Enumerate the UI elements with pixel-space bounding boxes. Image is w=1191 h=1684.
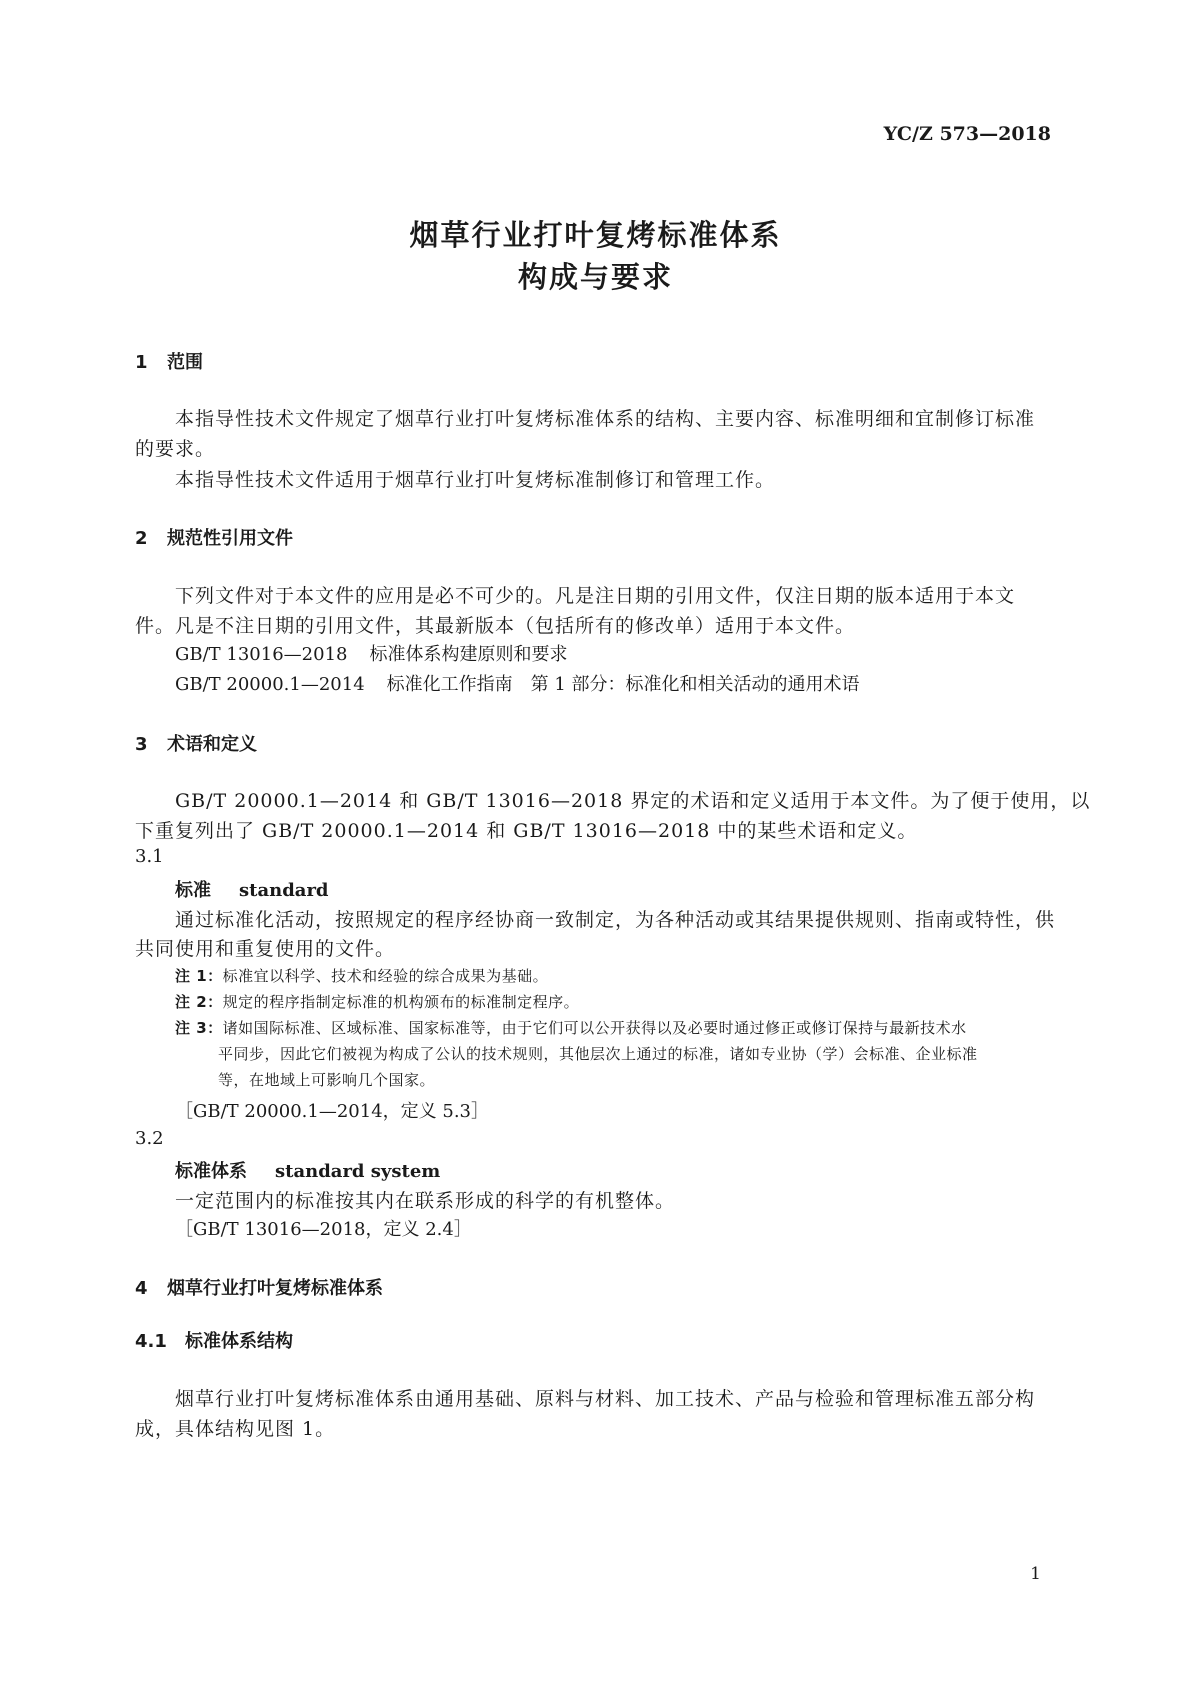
section-title: 规范性引用文件 [167, 528, 293, 549]
section-1-heading [135, 348, 203, 374]
reference-code: GB/T 13016—2018 [175, 644, 348, 665]
term-heading [175, 876, 329, 902]
term-source: ［GB/T 20000.1—2014，定义 5.3］ [175, 1101, 489, 1122]
section-number: 1 [135, 352, 148, 373]
note-text: 诸如国际标准、区域标准、国家标准等，由于它们可以公开获得以及必要时通过修正或修订保持与最新技术水 [222, 1019, 967, 1037]
paragraph-line: 本指导性技术文件规定了烟草行业打叶复烤标准体系的结构、主要内容、标准明细和宜制修订标准 [175, 408, 1036, 430]
section-4-heading [135, 1274, 383, 1300]
term-number: 3.1 [135, 846, 164, 867]
normative-reference [175, 670, 860, 696]
normative-reference [175, 640, 567, 666]
term-heading [175, 1157, 440, 1183]
term-source: ［GB/T 13016—2018，定义 2.4］ [175, 1219, 472, 1240]
section-number: 3 [135, 734, 148, 755]
reference-title: 标准体系构建原则和要求 [369, 644, 568, 665]
term-en: standard [239, 880, 329, 901]
paragraph-line: 成，具体结构见图 1。 [135, 1418, 336, 1440]
paragraph-line: 下重复列出了 GB/T 20000.1—2014 和 GB/T 13016—2018 中的某些术语和定义。 [135, 820, 918, 842]
note-text: 等，在地域上可影响几个国家。 [218, 1071, 436, 1089]
term-zh: 标准 [175, 880, 211, 901]
note-3 [175, 1017, 967, 1038]
note-text: 平同步，因此它们被视为构成了公认的技术规则，其他层次上通过的标准，诸如专业协（学）会标准、企业标准 [218, 1045, 978, 1063]
section-2-heading [135, 524, 293, 550]
note-label: 注 3： [175, 1019, 223, 1037]
paragraph-line: 件。凡是不注日期的引用文件，其最新版本（包括所有的修改单）适用于本文件。 [135, 615, 856, 637]
term-zh: 标准体系 [175, 1161, 247, 1182]
document-title-line2: 构成与要求 [517, 260, 673, 294]
reference-title: 标准化工作指南 第 1 部分：标准化和相关活动的通用术语 [386, 674, 860, 695]
document-code: YC/Z 573—2018 [883, 123, 1051, 145]
section-title: 范围 [167, 352, 203, 373]
paragraph-line: 下列文件对于本文件的应用是必不可少的。凡是注日期的引用文件，仅注日期的版本适用于本文 [175, 585, 1016, 607]
section-number: 4 [135, 1278, 148, 1299]
definition-line: 一定范围内的标准按其内在联系形成的科学的有机整体。 [175, 1190, 676, 1212]
section-title: 术语和定义 [167, 734, 257, 755]
paragraph-line: 烟草行业打叶复烤标准体系由通用基础、原料与材料、加工技术、产品与检验和管理标准五部分构 [175, 1388, 1036, 1410]
definition-line: 通过标准化活动，按照规定的程序经协商一致制定，为各种活动或其结果提供规则、指南或特性，供 [175, 909, 1056, 931]
page-number: 1 [1030, 1564, 1041, 1584]
note-text: 规定的程序指制定标准的机构颁布的标准制定程序。 [222, 993, 580, 1011]
note-label: 注 1： [175, 967, 223, 985]
note-1 [175, 965, 548, 986]
term-en: standard system [275, 1161, 441, 1182]
reference-code: GB/T 20000.1—2014 [175, 674, 365, 695]
section-title: 烟草行业打叶复烤标准体系 [167, 1278, 383, 1299]
section-number: 4.1 [135, 1331, 167, 1352]
definition-line: 共同使用和重复使用的文件。 [135, 938, 396, 960]
section-title: 标准体系结构 [185, 1331, 293, 1352]
note-label: 注 2： [175, 993, 223, 1011]
section-3-heading [135, 730, 257, 756]
subsection-4-1-heading [135, 1327, 293, 1353]
paragraph-line: GB/T 20000.1—2014 和 GB/T 13016—2018 界定的术语和定义适用于本文件。为了便于使用，以 [175, 790, 1091, 812]
document-title-line1: 烟草行业打叶复烤标准体系 [409, 218, 782, 252]
paragraph-line: 本指导性技术文件适用于烟草行业打叶复烤标准制修订和管理工作。 [175, 469, 776, 491]
note-text: 标准宜以科学、技术和经验的综合成果为基础。 [222, 967, 549, 985]
paragraph-line: 的要求。 [135, 438, 216, 460]
note-2 [175, 991, 579, 1012]
section-number: 2 [135, 528, 148, 549]
term-number: 3.2 [135, 1128, 164, 1149]
